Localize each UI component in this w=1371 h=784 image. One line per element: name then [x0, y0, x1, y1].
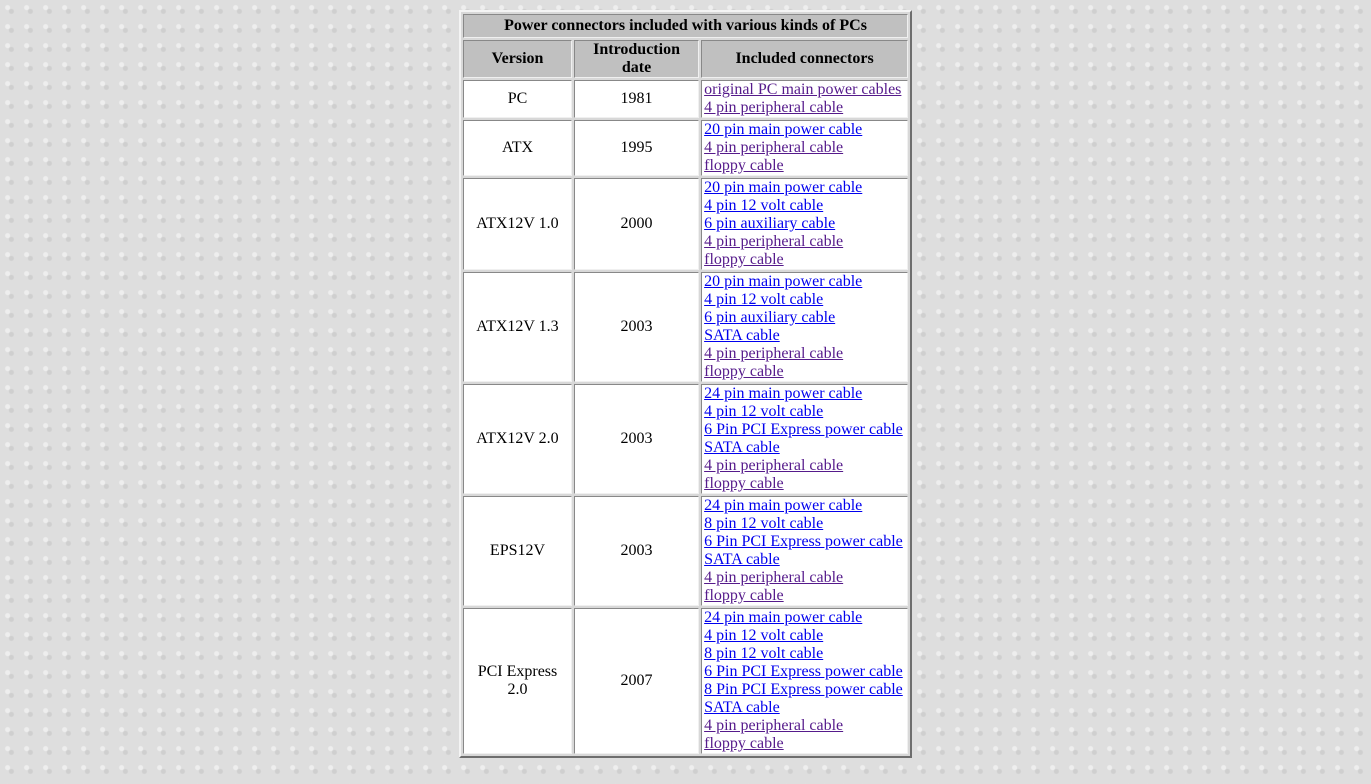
introduction-date-cell: 1981: [574, 80, 699, 118]
connectors-cell: [701, 272, 908, 382]
version-cell: PCI Express 2.0: [463, 608, 572, 754]
connector-link[interactable]: 24 pin main power cable: [704, 385, 863, 402]
connector-link[interactable]: 4 pin peripheral cable: [704, 569, 844, 586]
connectors-cell: [701, 496, 908, 606]
connector-link[interactable]: SATA cable: [704, 699, 780, 716]
connector-link[interactable]: 6 pin auxiliary cable: [704, 309, 836, 326]
power-connectors-table: [459, 10, 912, 758]
introduction-date-cell: 2003: [574, 384, 699, 494]
connectors-cell: [701, 120, 908, 176]
version-cell: PC: [463, 80, 572, 118]
connector-link[interactable]: 4 pin 12 volt cable: [704, 197, 824, 214]
introduction-date-cell: 2007: [574, 608, 699, 754]
connector-link[interactable]: 4 pin peripheral cable: [704, 99, 844, 116]
connector-link[interactable]: floppy cable: [704, 363, 784, 380]
table-row: [463, 608, 908, 754]
table-row: [463, 272, 908, 382]
connector-link[interactable]: 4 pin peripheral cable: [704, 457, 844, 474]
page-content: [459, 10, 912, 758]
connector-link[interactable]: 6 pin auxiliary cable: [704, 215, 836, 232]
table-header-row: [463, 40, 908, 78]
connector-link[interactable]: 4 pin 12 volt cable: [704, 403, 824, 420]
header-included-connectors: Included connectors: [701, 40, 908, 78]
introduction-date-cell: 2000: [574, 178, 699, 270]
connector-link[interactable]: 6 Pin PCI Express power cable: [704, 421, 903, 438]
connector-link[interactable]: 20 pin main power cable: [704, 273, 863, 290]
connector-link[interactable]: 20 pin main power cable: [704, 179, 863, 196]
connectors-cell: [701, 608, 908, 754]
connector-link[interactable]: 24 pin main power cable: [704, 609, 863, 626]
connector-link[interactable]: 6 Pin PCI Express power cable: [704, 533, 903, 550]
version-cell: ATX12V 1.0: [463, 178, 572, 270]
connector-link[interactable]: floppy cable: [704, 587, 784, 604]
table-row: [463, 384, 908, 494]
connector-link[interactable]: 8 pin 12 volt cable: [704, 645, 824, 662]
table-row: [463, 178, 908, 270]
table-row: [463, 496, 908, 606]
connector-link[interactable]: SATA cable: [704, 439, 780, 456]
connector-link[interactable]: SATA cable: [704, 327, 780, 344]
connector-link[interactable]: 24 pin main power cable: [704, 497, 863, 514]
version-cell: ATX: [463, 120, 572, 176]
connector-link[interactable]: floppy cable: [704, 475, 784, 492]
connector-link[interactable]: 4 pin peripheral cable: [704, 717, 844, 734]
connector-link[interactable]: 8 pin 12 volt cable: [704, 515, 824, 532]
header-introduction-date: Introduction date: [574, 40, 699, 78]
connectors-cell: [701, 384, 908, 494]
connector-link[interactable]: 4 pin 12 volt cable: [704, 627, 824, 644]
connector-link[interactable]: 8 Pin PCI Express power cable: [704, 681, 903, 698]
version-cell: ATX12V 2.0: [463, 384, 572, 494]
connector-link[interactable]: 4 pin peripheral cable: [704, 139, 844, 156]
connector-link[interactable]: floppy cable: [704, 251, 784, 268]
connectors-cell: [701, 80, 908, 118]
connector-link[interactable]: original PC main power cables: [704, 81, 902, 98]
connector-link[interactable]: floppy cable: [704, 157, 784, 174]
connector-link[interactable]: 4 pin peripheral cable: [704, 345, 844, 362]
connector-link[interactable]: floppy cable: [704, 735, 784, 752]
header-version: Version: [463, 40, 572, 78]
connector-link[interactable]: SATA cable: [704, 551, 780, 568]
version-cell: ATX12V 1.3: [463, 272, 572, 382]
table-row: [463, 120, 908, 176]
connector-link[interactable]: 4 pin 12 volt cable: [704, 291, 824, 308]
connector-link[interactable]: 6 Pin PCI Express power cable: [704, 663, 903, 680]
connector-link[interactable]: 20 pin main power cable: [704, 121, 863, 138]
introduction-date-cell: 2003: [574, 496, 699, 606]
introduction-date-cell: 1995: [574, 120, 699, 176]
connectors-cell: [701, 178, 908, 270]
connector-link[interactable]: 4 pin peripheral cable: [704, 233, 844, 250]
introduction-date-cell: 2003: [574, 272, 699, 382]
version-cell: EPS12V: [463, 496, 572, 606]
table-row: [463, 80, 908, 118]
table-caption-row: [463, 14, 908, 38]
table-body: [463, 80, 908, 754]
table-caption: Power connectors included with various kinds of PCs: [463, 14, 908, 38]
